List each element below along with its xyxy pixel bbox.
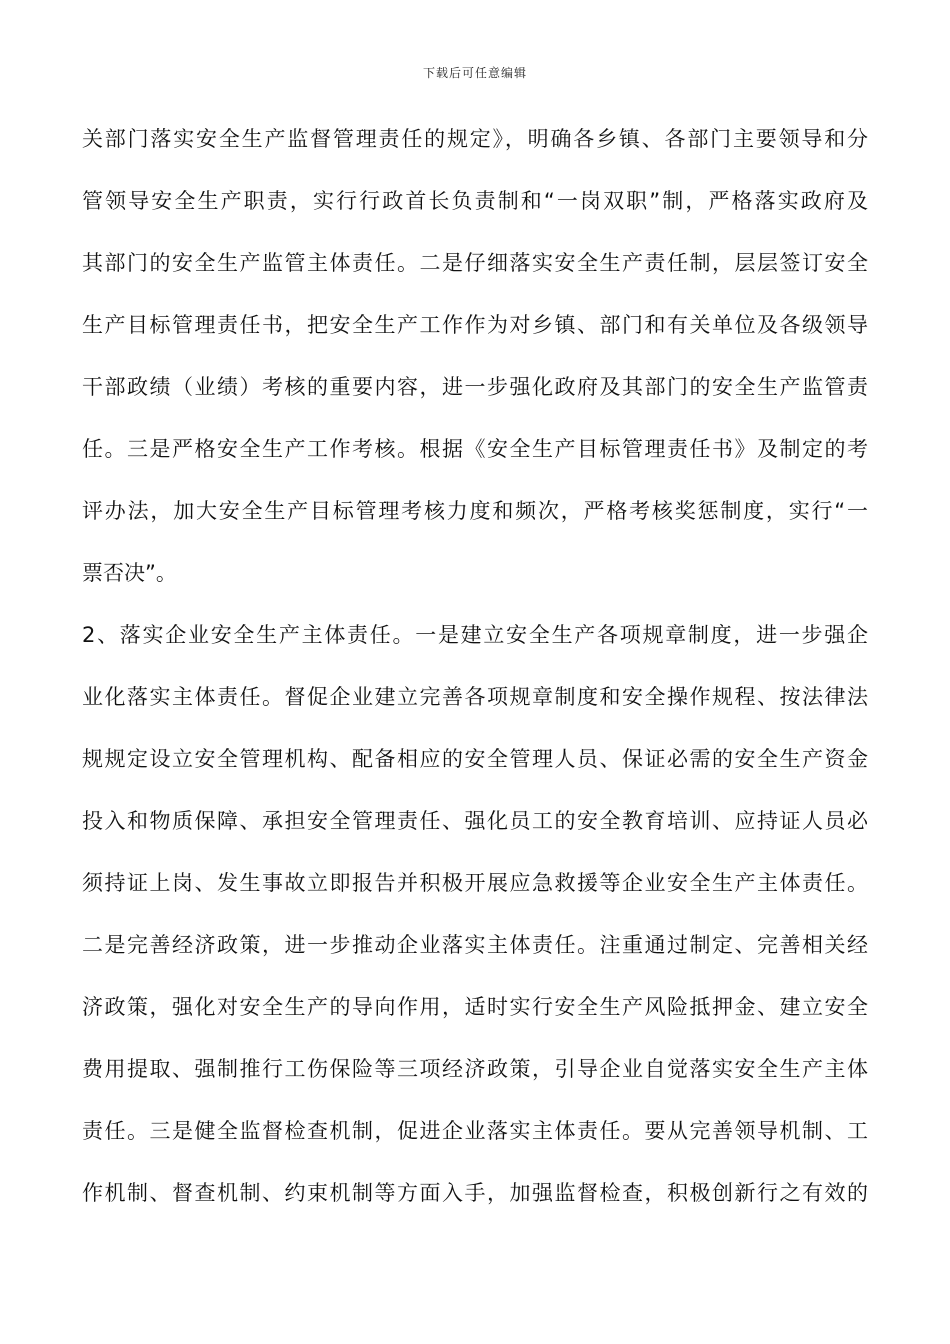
text-line: 二是完善经济政策，进一步推动企业落实主体责任。注重通过制定、完善相关经 bbox=[82, 933, 868, 957]
text-line: 生产目标管理责任书，把安全生产工作作为对乡镇、部门和有关单位及各级领导 bbox=[82, 313, 868, 337]
page-header: 下载后可任意编辑 bbox=[422, 66, 527, 80]
body-text bbox=[82, 108, 868, 1224]
text-line: 作机制、督查机制、约束机制等方面入手，加强监督检查，积极创新行之有效的 bbox=[82, 1181, 868, 1205]
text-line: 济政策，强化对安全生产的导向作用，适时实行安全生产风险抵押金、建立安全 bbox=[82, 995, 868, 1019]
text-line: 关部门落实安全生产监督管理责任的规定》，明确各乡镇、各部门主要领导和分 bbox=[82, 127, 868, 151]
text-line: 业化落实主体责任。督促企业建立完善各项规章制度和安全操作规程、按法律法 bbox=[82, 685, 868, 709]
text-line: 须持证上岗、发生事故立即报告并积极开展应急救援等企业安全生产主体责任。 bbox=[82, 871, 868, 895]
text-line: 管领导安全生产职责，实行行政首长负责制和“一岗双职”制，严格落实政府及 bbox=[82, 189, 868, 213]
text-line: 2、落实企业安全生产主体责任。一是建立安全生产各项规章制度，进一步强企 bbox=[82, 623, 868, 647]
text-line: 投入和物质保障、承担安全管理责任、强化员工的安全教育培训、应持证人员必 bbox=[82, 809, 868, 833]
text-line: 任。三是严格安全生产工作考核。根据《安全生产目标管理责任书》及制定的考 bbox=[82, 437, 868, 461]
text-line: 评办法，加大安全生产目标管理考核力度和频次，严格考核奖惩制度，实行“一 bbox=[82, 499, 868, 523]
text-line: 责任。三是健全监督检查机制，促进企业落实主体责任。要从完善领导机制、工 bbox=[82, 1119, 868, 1143]
text-line: 干部政绩（业绩）考核的重要内容，进一步强化政府及其部门的安全生产监管责 bbox=[82, 375, 868, 399]
text-line: 票否决”。 bbox=[82, 561, 177, 585]
text-line: 费用提取、强制推行工伤保险等三项经济政策，引导企业自觉落实安全生产主体 bbox=[82, 1057, 868, 1081]
text-line: 规规定设立安全管理机构、配备相应的安全管理人员、保证必需的安全生产资金 bbox=[82, 747, 868, 771]
text-line: 其部门的安全生产监管主体责任。二是仔细落实安全生产责任制，层层签订安全 bbox=[82, 251, 868, 275]
